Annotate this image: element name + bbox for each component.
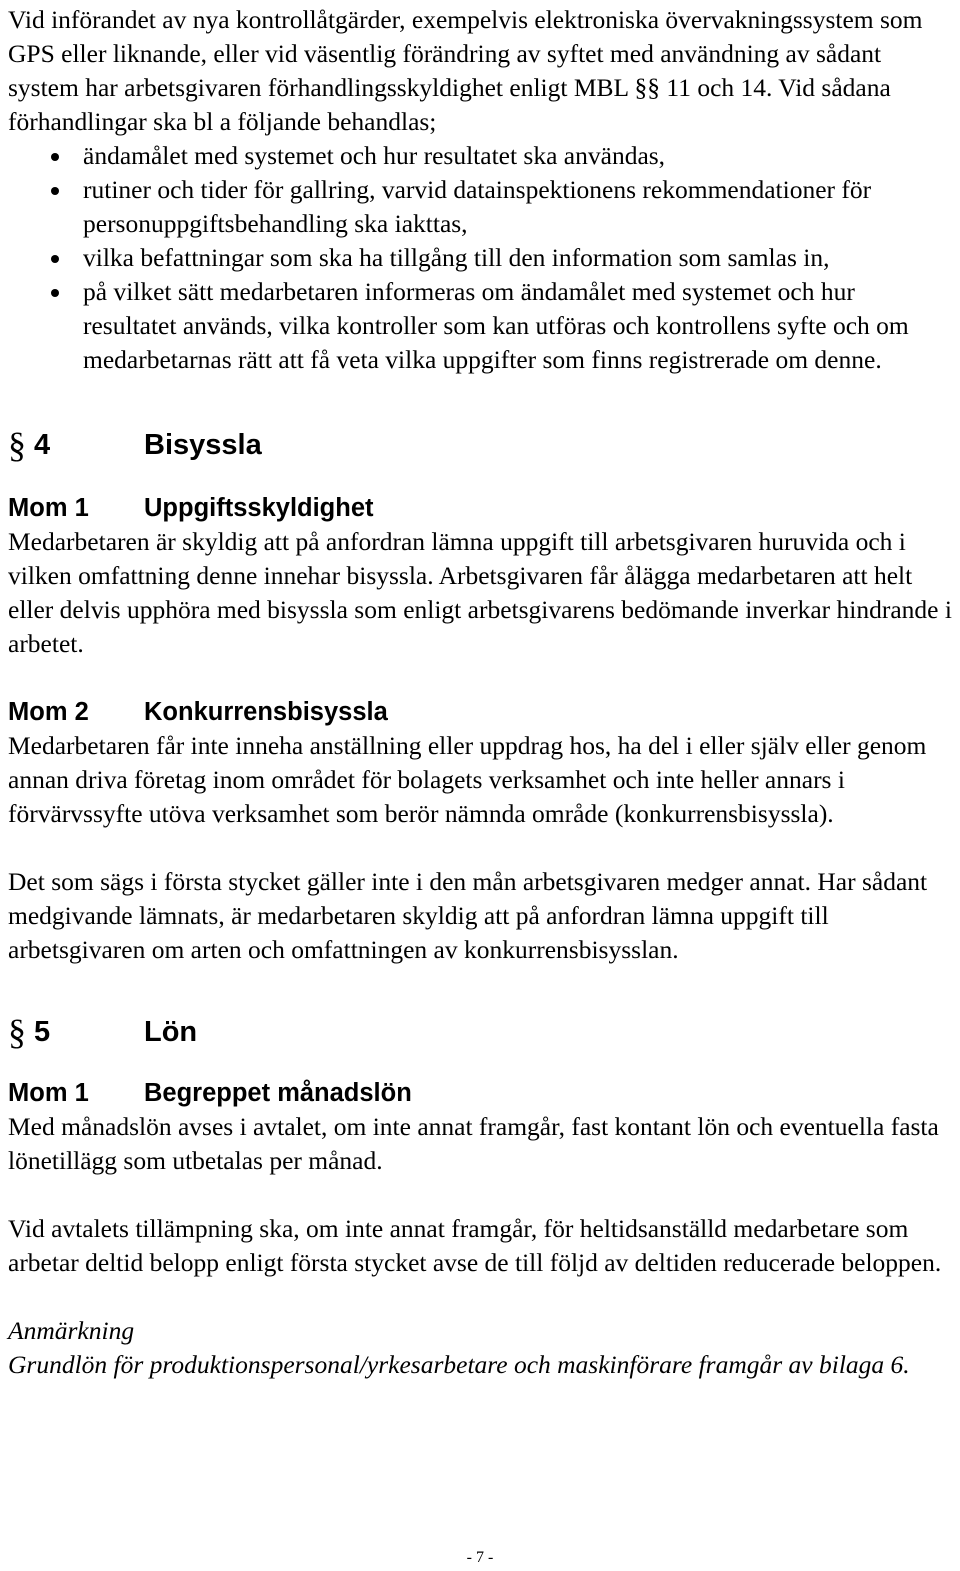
- page-number: - 7 -: [466, 1549, 494, 1566]
- list-item: ändamålet med systemet och hur resultatet ska användas,: [8, 139, 953, 173]
- section-4-mom-1-text: Medarbetaren är skyldig att på anfordran lämna uppgift till arbetsgivaren huruvida och i vilken omfattning denne innehar bisyssla. Arbetsgivaren får ålägga medarbetaren att helt eller delvis upphöra med bisyssla som enligt arbetsgivarens bedömande inverkar hindrande i arbetet.: [8, 527, 952, 658]
- intro-bullet-list: [8, 139, 953, 377]
- list-item: vilka befattningar som ska ha tillgång till den information som samlas in,: [8, 241, 953, 275]
- mom-title: Begreppet månadslön: [144, 1079, 412, 1107]
- section-4-mom-2-text-1: Medarbetaren får inte inneha anställning eller uppdrag hos, ha del i eller själv eller genom annan driva företag inom området för bolagets verksamhet och inte heller annars i förvärvssyfte utöva verksamhet som berör nämnda område (konkurrensbisyssla).: [8, 731, 927, 828]
- note-text: Grundlön för produktionspersonal/yrkesarbetare och maskinförare framgår av bilaga 6.: [8, 1350, 910, 1379]
- note-label: Anmärkning: [8, 1316, 135, 1345]
- section-5-mom-1-text-1: Med månadslön avses i avtalet, om inte annat framgår, fast kontant lön och eventuella fasta lönetillägg som utbetalas per månad.: [8, 1112, 939, 1175]
- mom-number: Mom 1: [8, 494, 89, 522]
- document-page: [8, 0, 953, 1382]
- mom-number: Mom 1: [8, 1079, 89, 1107]
- section-5-title: Lön: [144, 1016, 198, 1048]
- section-4-mom-2-heading: [8, 695, 953, 729]
- section-5-number-value: 5: [34, 1016, 51, 1048]
- section-5-heading: [8, 1012, 953, 1052]
- list-item: rutiner och tider för gallring, varvid datainspektionens rekommendationer för personuppgiftsbehandling ska iakttas,: [8, 173, 953, 241]
- section-4-number-value: 4: [34, 429, 51, 461]
- list-item: på vilket sätt medarbetaren informeras om ändamålet med systemet och hur resultatet används, vilka kontroller som kan utföras och kontrollens syfte och om medarbetarnas rätt att få veta vilka uppgifter som finns registrerade om denne.: [8, 275, 953, 377]
- mom-title: Uppgiftsskyldighet: [144, 494, 374, 522]
- section-4-heading: [8, 425, 953, 465]
- section-5-number: [8, 1012, 144, 1052]
- intro-paragraph: Vid införandet av nya kontrollåtgärder, exempelvis elektroniska övervakningssystem som GPS eller liknande, eller vid väsentlig förändring av syftet med användning av sådant system har arbetsgivaren förhandlingsskyldighet enligt MBL §§ 11 och 14. Vid sådana förhandlingar ska bl a följande behandlas;: [8, 5, 923, 136]
- section-5-mom-1-heading: [8, 1076, 953, 1110]
- section-4-mom-2-text-2: Det som sägs i första stycket gäller inte i den mån arbetsgivaren medger annat. Har sådant medgivande lämnats, är medarbetaren skyldig att på anfordran lämna uppgift till arbetsgivaren om arten och omfattningen av konkurrensbisysslan.: [8, 867, 928, 964]
- section-5-mom-1-text-2: Vid avtalets tillämpning ska, om inte annat framgår, för heltidsanställd medarbetare som arbetar deltid belopp enligt första stycket avse de till följd av deltiden reducerade beloppen.: [8, 1214, 942, 1277]
- paragraph-sign: §: [8, 1012, 26, 1052]
- paragraph-sign: §: [8, 425, 26, 465]
- mom-number: Mom 2: [8, 698, 89, 726]
- mom-title: Konkurrensbisyssla: [144, 698, 388, 726]
- section-4-title: Bisyssla: [144, 429, 262, 461]
- section-4-number: [8, 425, 144, 465]
- section-4-mom-1-heading: [8, 491, 953, 525]
